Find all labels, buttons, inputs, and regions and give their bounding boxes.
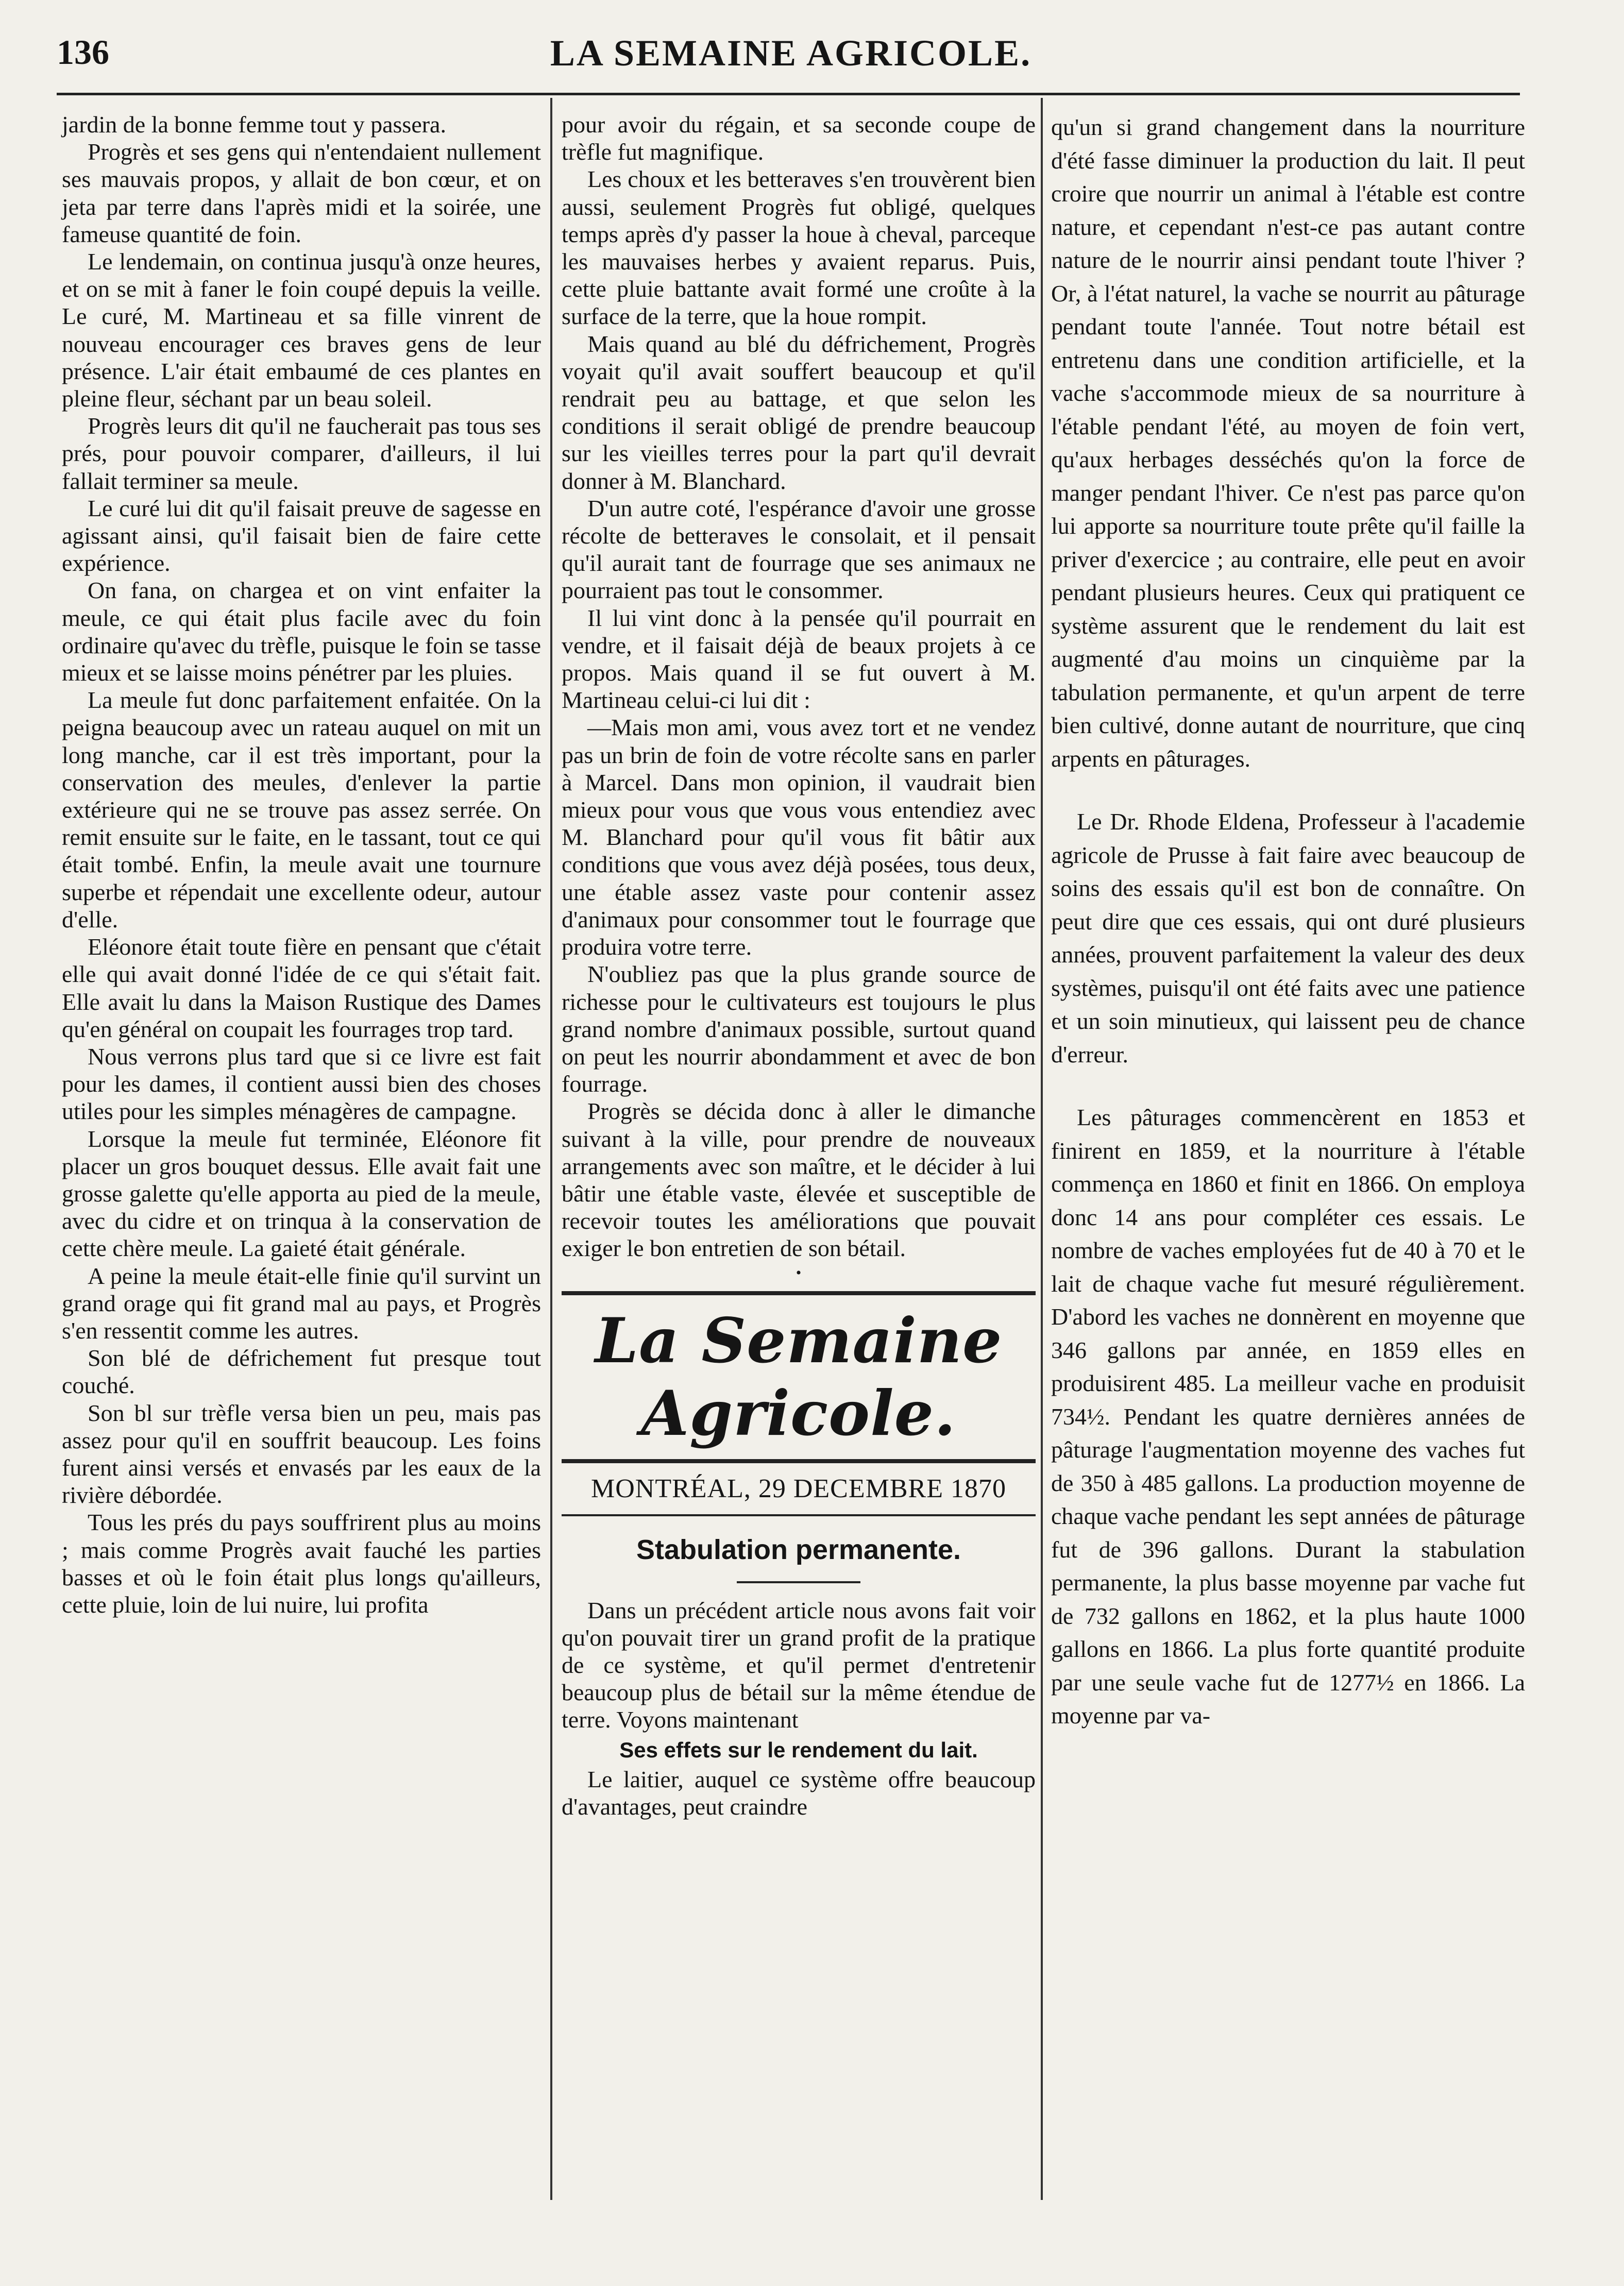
spacer (1051, 775, 1525, 805)
dateline-rule (562, 1514, 1036, 1516)
section-title: Ses effets sur le rendement du lait. (619, 1737, 978, 1762)
paragraph: Lorsque la meule fut terminée, Eléonore fit placer un gros bouquet dessus. Elle avait fait une grosse galette qu'elle apporta au pied de la meule, avec du cidre et on trinqua à la conservation de cette chère meule. La gaieté était générale. (62, 1125, 541, 1262)
paragraph: qu'un si grand changement dans la nourriture d'été fasse diminuer la production du lait. Il peut croire que nourrir un animal à l'étable est contre nature, et cependant n'est-ce pas autant contre nature de le nourrir ainsi pendant toute l'hiver ? Or, à l'état naturel, la vache se nourrit au pâturage pendant toute l'année. Tout notre bétail est entretenu dans une condition artificielle, et la vache s'accommode mieux de sa nourriture à l'étable pendant l'été, au moyen de foin vert, qu'aux herbages desséchés qu'on la force de manger pendant l'hiver. Ce n'est pas parce qu'on lui apporte sa nourriture toute prête qu'il faille la priver d'exercice ; au contraire, elle peut en avoir pendant plusieurs heures. Ceux qui pratiquent ce système assurent que le rendement du lait est augmenté d'au moins un cinquième par la tabulation permanente, et qu'un arpent de terre bien cultivé, donne autant de nourriture, que cinq arpents en pâturages. (1051, 114, 1525, 772)
column-3 (1051, 111, 1525, 1733)
paragraph: —Mais mon ami, vous avez tort et ne vendez pas un brin de foin de votre récolte sans en parler à Marcel. Dans mon opinion, il vaudrait bien mieux pour vous que vous vous entendiez avec M. Blanchard pour qu'il vous fit bâtir aux conditions que vous avez déjà posées, tous deux, une étable assez vaste pour contenir assez d'animaux pour consommer tout le fourrage que produira votre terre. (562, 714, 1036, 960)
paragraph: La meule fut donc parfaitement enfaitée. On la peigna beaucoup avec un rateau auquel on mit un long manche, car il est très important, pour la conservation des meules, d'enlever la partie extérieure qui ne se trouve pas assez serrée. On remit ensuite sur le faite, en le tassant, tout ce qui était tombé. Enfin, la meule avait une tournure superbe et répendait une excellente odeur, autour d'elle. (62, 687, 541, 933)
end-dot: • (796, 1264, 802, 1281)
paragraph: Le Dr. Rhode Eldena, Professeur à l'academie agricole de Prusse à fait faire avec beaucoup de soins des essais qu'il est bon de connaître. On peut dire que ces essais, qui ont duré plusieurs années, prouvent parfaitement la valeur des deux systèmes, puisqu'il ont été faits avec une patience et un soin minutieux, qui laissent peu de chance d'erreur. (1051, 808, 1525, 1068)
paragraph: Progrès se décida donc à aller le dimanche suivant à la ville, pour prendre de nouveaux arrangements avec son maître, et le décider à lui bâtir une étable vaste, élevée et susceptible de recevoir toutes les améliorations que pouvait exiger le bon entretien de son bétail. (562, 1098, 1036, 1262)
page-header (57, 21, 1525, 82)
paragraph: Progrès et ses gens qui n'entendaient nullement ses mauvais propos, y allait de bon cœur, et on jeta par terre dans l'après midi et la soirée, une fameuse quantité de foin. (62, 139, 541, 247)
paragraph: Son blé de défrichement fut presque tout couché. (62, 1345, 541, 1399)
column-divider (550, 98, 552, 2200)
paragraph: Le laitier, auquel ce système offre beaucoup d'avantages, peut craindre (562, 1766, 1036, 1820)
paragraph: Le lendemain, on continua jusqu'à onze heures, et on se mit à faner le foin coupé depuis la veille. Le curé, M. Martineau et sa fille vinrent de nouveau encourager ces braves gens de leur présence. L'air était embaumé de ces plantes en pleine fleur, séchant par un beau soleil. (62, 248, 541, 412)
paragraph: Tous les prés du pays souffrirent plus au moins ; mais comme Progrès avait fauché les parties basses et où le foin était plus longs qu'ailleurs, cette pluie, loin de lui nuire, lui profita (62, 1509, 541, 1618)
paragraph: D'un autre coté, l'espérance d'avoir une grosse récolte de betteraves le consolait, et il pensait qu'il aurait tant de fourrage que ses animaux ne pourraient pas tout le consommer. (562, 495, 1036, 604)
column-divider (1041, 98, 1043, 2200)
column-1 (62, 111, 541, 1618)
dateline: MONTRÉAL, 29 DECEMBRE 1870 (591, 1474, 1006, 1503)
masthead-title: La Semaine Agricole. (595, 1304, 1003, 1450)
page-number: 136 (57, 32, 109, 72)
paragraph: On fana, on chargea et on vint enfaiter la meule, ce qui était plus facile avec du foin ordinaire qu'avec du trèfle, puisque le foin se tasse mieux et se laisse moins pénétrer par les pluies. (62, 577, 541, 686)
paragraph: Les pâturages commencèrent en 1853 et finirent en 1859, et la nourriture à l'étable commença en 1860 et finit en 1866. On employa donc 14 ans pour compléter ces essais. Le nombre de vaches employées fut de 40 à 70 et le lait de chaque vache fut mesuré régulièrement. D'abord les vaches ne donnèrent en moyenne que 346 gallons par année, en 1859 elles en produisirent 485. La meilleur vache en produisit 734½. Pendant les quatre dernières années de pâturage l'augmentation moyenne des vaches fut de 350 à 485 gallons. La production moyenne de chaque vache pendant les sept années de pâturage fut de 396 gallons. Durant la stabulation permanente, la plus basse moyenne par vache fut de 732 gallons en 1862, et la plus haute 1000 gallons en 1866. La plus forte quantité produite par une seule vache fut de 1277½ en 1866. La moyenne par va- (1051, 1104, 1525, 1729)
paragraph: Son bl sur trèfle versa bien un peu, mais pas assez pour qu'il en souffrit beaucoup. Les foins furent ainsi versés et envasés par les eaux de la rivière débordée. (62, 1399, 541, 1509)
paragraph: Le curé lui dit qu'il faisait preuve de sagesse en agissant ainsi, qu'il faisait bien de faire cette expérience. (62, 495, 541, 577)
masthead-rule (562, 1291, 1036, 1295)
running-title: LA SEMAINE AGRICOLE. (550, 32, 1032, 74)
paragraph: Progrès leurs dit qu'il ne faucherait pas tous ses prés, pour pouvoir comparer, d'ailleurs, il lui fallait terminer sa meule. (62, 413, 541, 494)
paragraph: Il lui vint donc à la pensée qu'il pourrait en vendre, et il faisait déjà de beaux projets à ce propos. Mais quand il se fut ouvert à M. Martineau celui-ci lui dit : (562, 604, 1036, 714)
paragraph: pour avoir du régain, et sa seconde coupe de trèfle fut magnifique. (562, 111, 1036, 165)
paragraph: Les choux et les betteraves s'en trouvèrent bien aussi, seulement Progrès fut obligé, quelques temps après d'y passer la houe à cheval, parceque les mauvaises herbes y avaient reparus. Puis, cette pluie battante avait formé une croûte à la surface de la terre, que la houe rompit. (562, 166, 1036, 330)
paragraph: jardin de la bonne femme tout y passera. (62, 111, 446, 138)
paragraph: A peine la meule était-elle finie qu'il survint un grand orage qui fit grand mal au pays, et Progrès s'en ressentit comme les autres. (62, 1262, 541, 1344)
paragraph: Dans un précédent article nous avons fait voir qu'on pouvait tirer un grand profit de la pratique de ce système, et qu'il permet d'entretenir beaucoup plus de bétail sur la même étendue de terre. Voyons maintenant (562, 1597, 1036, 1733)
header-rule (57, 93, 1520, 95)
column-2 (562, 111, 1036, 1820)
paragraph: Mais quand au blé du défrichement, Progrès voyait qu'il avait souffert beaucoup et qu'il rendrait peu au battage, et que selon les conditions il serait obligé de prendre beaucoup sur les vieilles terres pour la part qu'il devrait donner à M. Blanchard. (562, 330, 1036, 494)
paragraph: Eléonore était toute fière en pensant que c'était elle qui avait donné l'idée de ce qui s'était fait. Elle avait lu dans la Maison Rustique des Dames qu'en général on coupait les fourrages trop tard. (62, 934, 541, 1042)
paragraph: Nous verrons plus tard que si ce livre est fait pour les dames, il contient aussi bien des choses utiles pour les simples ménagères de campagne. (62, 1043, 541, 1125)
spacer (1051, 1071, 1525, 1101)
masthead-rule (562, 1459, 1036, 1463)
title-rule (737, 1581, 860, 1583)
article-title: Stabulation permanente. (636, 1534, 961, 1565)
paragraph: N'oubliez pas que la plus grande source de richesse pour le cultivateurs est toujours le plus grand nombre d'animaux possible, surtout quand on peut les nourrir abondamment et avec de bon fourrage. (562, 961, 1036, 1097)
